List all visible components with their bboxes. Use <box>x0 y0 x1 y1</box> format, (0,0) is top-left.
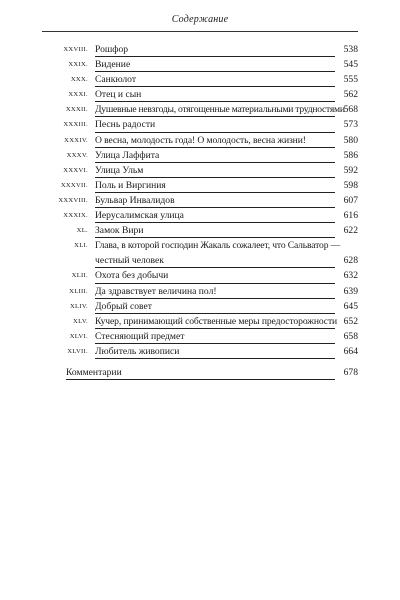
leader-line <box>95 299 335 314</box>
leader-line <box>95 284 335 299</box>
page-number: 616 <box>343 210 358 222</box>
chapter-title: Замок Вири <box>95 225 144 237</box>
chapter-title-first-line <box>95 238 341 253</box>
chapter-numeral: XL. <box>76 227 88 235</box>
page-number: 622 <box>343 225 358 237</box>
page-number: 538 <box>343 44 358 55</box>
chapter-title: О весна, молодость года! О молодость, весна жизни! <box>95 134 306 146</box>
chapter-title: Улица Ульм <box>95 164 144 176</box>
chapter-title: Да здравствует величина пол! <box>95 285 217 297</box>
chapter-title: Санкюлот <box>95 74 137 86</box>
toc-entry[interactable] <box>0 148 400 163</box>
leader-line <box>95 42 335 57</box>
chapter-title: Видение <box>95 59 131 71</box>
leader-line <box>95 163 335 178</box>
toc-entry[interactable] <box>0 57 400 72</box>
running-head: Содержание <box>171 14 229 25</box>
chapter-title: Охота без добычи <box>95 270 169 282</box>
chapter-numeral: XXXVII. <box>60 181 88 189</box>
toc-entry[interactable] <box>0 87 400 102</box>
leader-line <box>95 193 335 208</box>
chapter-numeral: XLIV. <box>69 302 88 310</box>
chapter-title: Глава, в которой господин Жакаль сожалеет, что Сальватор — <box>95 240 341 252</box>
page-number: 592 <box>343 164 358 176</box>
chapter-numeral: XXVIII. <box>63 46 88 53</box>
page-number: 658 <box>343 330 358 342</box>
toc-entry[interactable] <box>0 42 400 57</box>
leader-line <box>95 72 335 87</box>
toc-entry-commentary[interactable] <box>0 365 400 380</box>
chapter-numeral: XLII. <box>71 272 88 280</box>
chapter-numeral: XXXIII. <box>63 121 88 129</box>
header-rule <box>42 31 358 32</box>
leader-line <box>95 133 335 148</box>
toc-entry[interactable] <box>0 314 400 329</box>
toc-entry[interactable] <box>0 344 400 359</box>
toc-entry[interactable] <box>0 133 400 148</box>
toc-entry[interactable] <box>0 72 400 87</box>
chapter-title: Стесняющий предмет <box>95 330 185 342</box>
page-number: 664 <box>343 345 358 357</box>
page-number: 545 <box>343 59 358 71</box>
chapter-numeral: XLVI. <box>69 332 88 340</box>
toc-entry[interactable] <box>0 117 400 132</box>
page-number: 639 <box>343 285 358 297</box>
chapter-numeral: XXIX. <box>68 61 88 69</box>
leader-line <box>95 57 335 72</box>
chapter-numeral: XXXIX. <box>63 212 88 220</box>
toc-entry[interactable] <box>0 268 400 283</box>
page-number: 678 <box>343 366 358 378</box>
chapter-title: Добрый совет <box>95 300 152 312</box>
page-number: 562 <box>343 89 358 101</box>
chapter-title: Бульвар Инвалидов <box>95 194 175 206</box>
page-number: 632 <box>343 270 358 282</box>
toc-entry[interactable] <box>0 193 400 208</box>
commentary-title: Комментарии <box>66 366 122 378</box>
page-number: 628 <box>343 255 358 267</box>
page-number: 573 <box>343 119 358 131</box>
chapter-title: Душевные невзгоды, отягощенные материальными трудностями <box>95 104 345 116</box>
toc-entry[interactable] <box>0 284 400 299</box>
page-number: 586 <box>343 149 358 161</box>
leader-line <box>95 268 335 283</box>
toc-entry[interactable] <box>0 102 400 117</box>
table-of-contents <box>0 42 400 380</box>
leader-line <box>95 148 335 163</box>
chapter-numeral: XXXI. <box>68 91 88 99</box>
chapter-numeral: XXXV. <box>66 151 88 159</box>
chapter-title: Поль и Виргиния <box>95 179 166 191</box>
toc-entry[interactable] <box>0 178 400 193</box>
chapter-numeral: XXX. <box>70 76 88 84</box>
chapter-title: Песнь радости <box>95 119 156 131</box>
toc-entry-continuation[interactable] <box>0 253 400 268</box>
page-number: 568 <box>343 104 358 116</box>
chapter-title: Отец и сын <box>95 89 142 101</box>
chapter-numeral: XLV. <box>73 317 88 325</box>
chapter-title-continuation: честный человек <box>95 255 164 267</box>
chapter-numeral: XLVII. <box>67 347 88 355</box>
leader-line <box>95 117 335 132</box>
page-number: 652 <box>343 315 358 327</box>
leader-line <box>95 329 335 344</box>
toc-entry[interactable] <box>0 223 400 238</box>
page-number: 580 <box>343 134 358 146</box>
leader-line <box>95 178 335 193</box>
page-number: 598 <box>343 179 358 191</box>
leader-line <box>66 365 335 380</box>
chapter-numeral: XXXVIII. <box>58 196 88 204</box>
page-number: 645 <box>343 300 358 312</box>
leader-line <box>95 208 335 223</box>
chapter-numeral: XXXII. <box>65 106 88 114</box>
chapter-title: Иерусалимская улица <box>95 210 184 222</box>
toc-entry[interactable] <box>0 208 400 223</box>
toc-entry[interactable] <box>0 238 400 253</box>
leader-line <box>95 102 345 117</box>
chapter-title: Любитель живописи <box>95 345 180 357</box>
toc-entry[interactable] <box>0 163 400 178</box>
chapter-title: Рошфор <box>95 44 129 55</box>
chapter-title: Улица Лаффита <box>95 149 160 161</box>
leader-line <box>95 223 335 238</box>
leader-line <box>95 253 335 268</box>
leader-line <box>95 314 338 329</box>
toc-entry[interactable] <box>0 329 400 344</box>
chapter-numeral: XLI. <box>74 242 88 250</box>
chapter-numeral: XLIII. <box>69 287 88 295</box>
leader-line <box>95 344 335 359</box>
toc-entry[interactable] <box>0 299 400 314</box>
chapter-title: Кучер, принимающий собственные меры предосторожности <box>95 315 338 327</box>
page-number: 555 <box>343 74 358 86</box>
chapter-numeral: XXXVI. <box>63 166 88 174</box>
page-number: 607 <box>343 194 358 206</box>
chapter-numeral: XXXIV. <box>64 136 88 144</box>
leader-line <box>95 87 335 102</box>
